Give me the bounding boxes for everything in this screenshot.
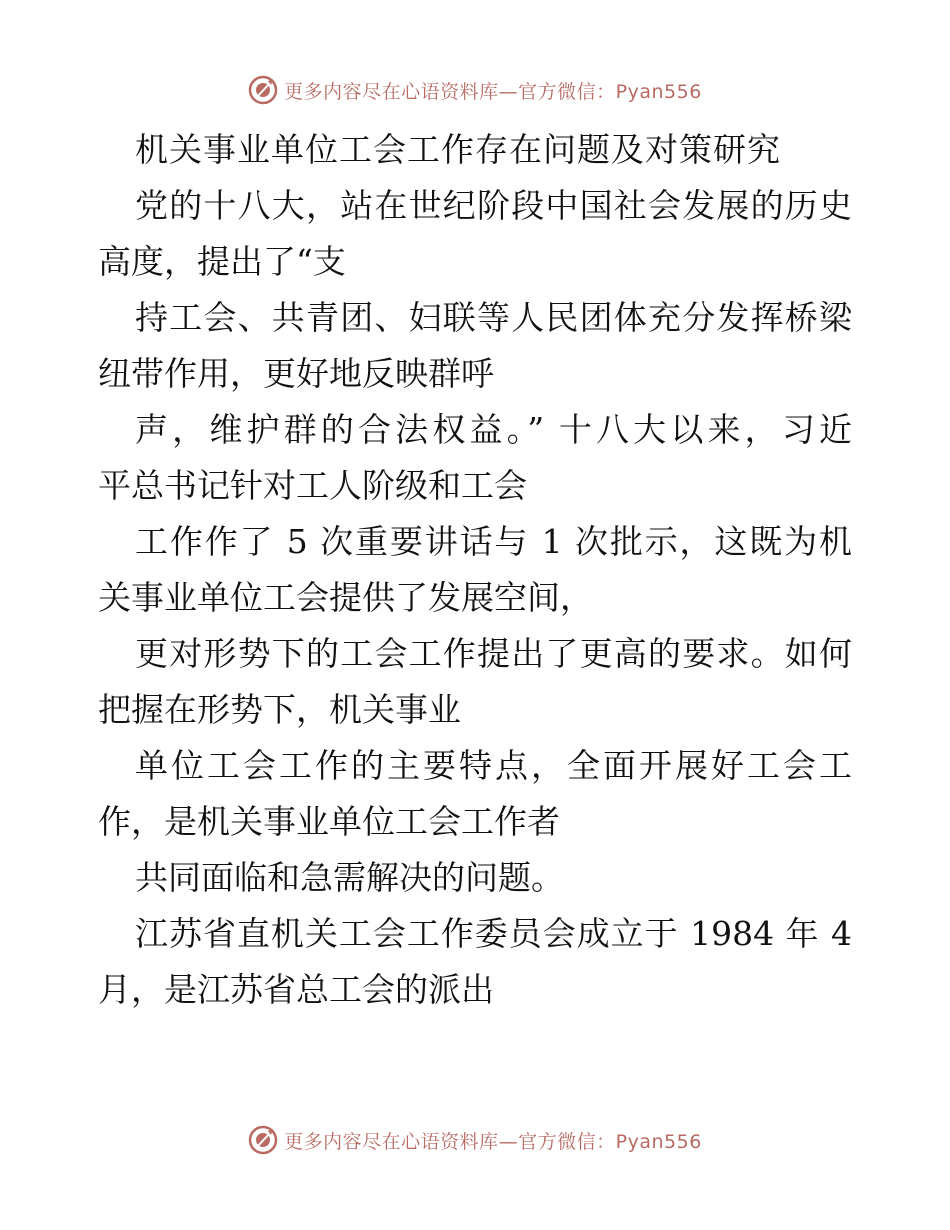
header-banner — [0, 70, 950, 110]
text-line: 工作作了 5 次重要讲话与 1 次批示，这既为机 — [135, 522, 852, 561]
text-line: 平总书记针对工人阶级和工会 — [98, 466, 527, 505]
text-line: 更对形势下的工会工作提出了更高的要求。如何 — [135, 634, 852, 673]
text-line: 月，是江苏省总工会的派出 — [98, 970, 494, 1009]
pen-logo-icon — [248, 1125, 278, 1155]
document-body — [98, 122, 852, 1018]
header-banner-text: 更多内容尽在心语资料库—官方微信：Pyan556 — [284, 80, 702, 103]
footer-banner-text: 更多内容尽在心语资料库—官方微信：Pyan556 — [284, 1130, 702, 1153]
text-line: 作，是机关事业单位工会工作者 — [98, 802, 560, 841]
text-line: 共同面临和急需解决的问题。 — [135, 858, 564, 897]
text-line: 党的十八大，站在世纪阶段中国社会发展的历史 — [135, 186, 852, 225]
text-line: 声，维护群的合法权益。” 十八大以来，习近 — [135, 410, 852, 449]
text-line: 把握在形势下，机关事业 — [98, 690, 461, 729]
pen-logo-icon — [248, 75, 278, 105]
document-title: 机关事业单位工会工作存在问题及对策研究 — [135, 130, 781, 169]
text-line: 持工会、共青团、妇联等人民团体充分发挥桥梁 — [135, 298, 852, 337]
text-line: 纽带作用，更好地反映群呼 — [98, 354, 494, 393]
text-line: 江苏省直机关工会工作委员会成立于 1984 年 4 — [135, 914, 852, 953]
footer-banner — [0, 1120, 950, 1160]
text-line: 高度，提出了“支 — [98, 242, 346, 281]
text-line: 单位工会工作的主要特点，全面开展好工会工 — [135, 746, 852, 785]
text-line: 关事业单位工会提供了发展空间， — [98, 578, 593, 617]
